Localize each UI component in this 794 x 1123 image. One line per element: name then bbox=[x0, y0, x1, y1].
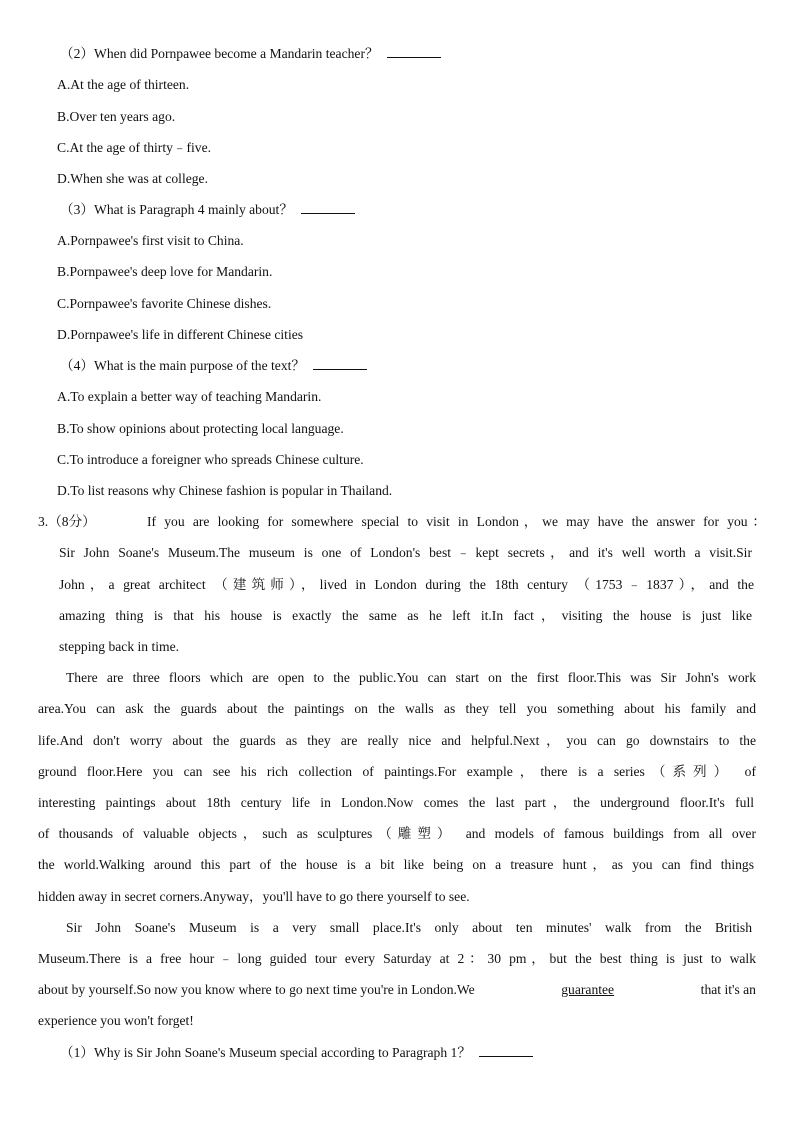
underlined-word: guarantee bbox=[561, 982, 615, 997]
para3-line-2: Museum.There is a free hour﹣long guided tour every Saturday at 2：30 pm，but the best thing is just to walk bbox=[38, 951, 756, 966]
answer-blank[interactable] bbox=[301, 201, 355, 214]
para2-line-1: There are three floors which are open to the public.You can start on the first floor.This was Sir John's work bbox=[66, 670, 756, 685]
q4-option-d: D.To list reasons why Chinese fashion is popular in Thailand. bbox=[57, 483, 393, 498]
q2-option-b: B.Over ten years ago. bbox=[57, 109, 176, 124]
para2-line-4: ground floor.Here you can see his rich collection of paintings.For example，there is a series（系列） of bbox=[38, 764, 756, 779]
para2-line-5: interesting paintings about 18th century life in London.Now comes the last part，the underground floor.It's full bbox=[38, 795, 754, 810]
q4-option-c: C.To introduce a foreigner who spreads Chinese culture. bbox=[57, 452, 364, 467]
para1-line-2: Sir John Soane's Museum.The museum is one of London's best﹣kept secrets，and it's well worth a visit.Sir bbox=[59, 545, 752, 560]
para2-line-3: life.And don't worry about the guards as they are really nice and helpful.Next，you can go downstairs to the bbox=[38, 733, 756, 748]
q4-option-a: A.To explain a better way of teaching Mandarin. bbox=[57, 389, 322, 404]
answer-blank[interactable] bbox=[479, 1044, 533, 1057]
section-3-question-1: （1）Why is Sir John Soane's Museum special according to Paragraph 1？ bbox=[60, 1044, 533, 1062]
para1-line-5: stepping back in time. bbox=[59, 639, 180, 654]
para2-line-6: of thousands of valuable objects，such as sculptures（雕塑） and models of famous buildings from all over bbox=[38, 826, 756, 841]
para1-line-3: John，a great architect （建筑师），lived in London during the 18th century （1753﹣1837），and the bbox=[59, 577, 754, 592]
q3-option-c: C.Pornpawee's favorite Chinese dishes. bbox=[57, 296, 272, 311]
q2-option-a: A.At the age of thirteen. bbox=[57, 77, 190, 92]
para3-line-3: about by yourself.So now you know where to go next time you're in London.We guarantee that it's an bbox=[38, 982, 756, 997]
para2-line-8: hidden away in secret corners.Anyway，you'll have to go there yourself to see. bbox=[38, 889, 470, 904]
para2-line-7: the world.Walking around this part of the house is a bit like being on a treasure hunt，as you can find things bbox=[38, 857, 754, 872]
section-3-number: 3.（8分） bbox=[38, 514, 96, 529]
para2-line-2: area.You can ask the guards about the paintings on the walls as they tell you something about his family and bbox=[38, 701, 756, 716]
q2-option-d: D.When she was at college. bbox=[57, 171, 208, 186]
para3-line-4: experience you won't forget! bbox=[38, 1013, 194, 1028]
answer-blank[interactable] bbox=[313, 357, 367, 370]
q3-option-a: A.Pornpawee's first visit to China. bbox=[57, 233, 244, 248]
answer-blank[interactable] bbox=[387, 45, 441, 58]
para1-line-1: If you are looking for somewhere special to visit in London，we may have the answer for you： bbox=[147, 514, 766, 529]
question-2: （2）When did Pornpawee become a Mandarin teacher？ bbox=[60, 45, 441, 63]
question-3: （3）What is Paragraph 4 mainly about？ bbox=[60, 201, 355, 219]
question-4: （4）What is the main purpose of the text？ bbox=[60, 357, 367, 375]
q2-option-c: C.At the age of thirty﹣five. bbox=[57, 140, 212, 155]
para3-line-1: Sir John Soane's Museum is a very small place.It's only about ten minutes' walk from the British bbox=[66, 920, 752, 935]
para1-line-4: amazing thing is that his house is exactly the same as he left it.In fact，visiting the house is just like bbox=[59, 608, 752, 623]
q4-option-b: B.To show opinions about protecting local language. bbox=[57, 421, 344, 436]
q3-option-b: B.Pornpawee's deep love for Mandarin. bbox=[57, 264, 273, 279]
q3-option-d: D.Pornpawee's life in different Chinese cities bbox=[57, 327, 304, 342]
